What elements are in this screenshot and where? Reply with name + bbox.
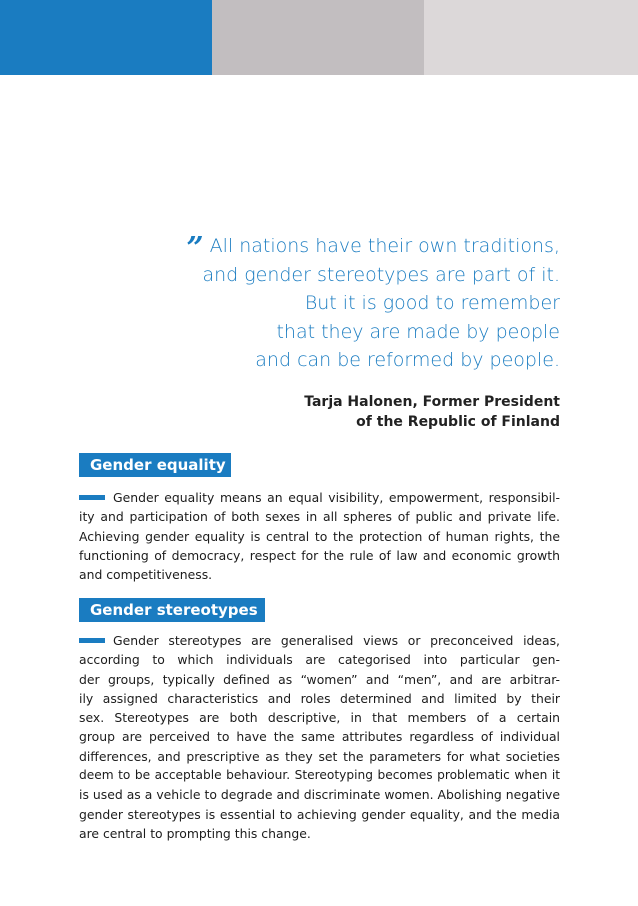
paragraph-line: functioning of democracy, respect for the rule of law and economic growth xyxy=(79,547,560,563)
paragraph-line: sex. Stereotypes are both descriptive, in that members of a certain xyxy=(79,710,560,726)
quote-line: and gender stereotypes are part of it. xyxy=(202,263,560,286)
paragraph-line: is used as a vehicle to degrade and discriminate women. Abolishing negative xyxy=(79,787,560,803)
quote-line: But it is good to remember xyxy=(304,292,560,315)
paragraph-text: Gender stereotypes are generalised views or preconceived ideas, xyxy=(113,633,560,648)
quotation-mark-icon: ” xyxy=(186,231,204,266)
paragraph-line: differences, and prescriptive as they set the parameters for what societies xyxy=(79,748,560,764)
paragraph-line: Achieving gender equality is central to the protection of human rights, the xyxy=(79,528,560,544)
section-heading-gender-equality: Gender equality xyxy=(79,453,231,477)
section-heading-gender-stereotypes: Gender stereotypes xyxy=(79,598,265,622)
paragraph-line: according to which individuals are categorised into particular gen- xyxy=(79,652,560,668)
paragraph-line: and competitiveness. xyxy=(79,567,213,583)
paragraph-line: ity and participation of both sexes in all spheres of public and private life. xyxy=(79,509,560,525)
attribution-line: of the Republic of Finland xyxy=(356,414,560,430)
paragraph-line: der groups, typically defined as “women” and “men”, and are arbitrar- xyxy=(79,671,560,687)
paragraph-text: Gender equality means an equal visibility, empowerment, responsibil- xyxy=(113,490,560,505)
quote-text: All nations have their own traditions, xyxy=(209,235,560,257)
header-bar-grey xyxy=(212,0,424,75)
paragraph-marker-icon xyxy=(79,495,105,500)
quote-line: and can be reformed by people. xyxy=(255,349,560,372)
paragraph-line: ily assigned characteristics and roles determined and limited by their xyxy=(79,690,560,706)
paragraph-line xyxy=(79,631,560,650)
paragraph-line: group are perceived to have the same attributes regardless of individual xyxy=(79,729,560,745)
header-bar-light-grey xyxy=(424,0,638,75)
quote-line xyxy=(150,231,560,266)
quote-attribution xyxy=(304,392,560,432)
attribution-line: Tarja Halonen, Former President xyxy=(304,394,560,410)
pull-quote xyxy=(150,232,560,375)
paragraph-line: deem to be acceptable behaviour. Stereotyping becomes problematic when it xyxy=(79,768,560,783)
paragraph-line xyxy=(79,488,560,507)
gender-equality-paragraph xyxy=(79,488,560,584)
paragraph-line: are central to prompting this change. xyxy=(79,825,311,841)
paragraph-line: gender stereotypes is essential to achieving gender equality, and the media xyxy=(79,806,560,822)
gender-stereotypes-paragraph xyxy=(79,631,560,843)
quote-line: that they are made by people xyxy=(276,320,560,343)
header-bar-blue xyxy=(0,0,212,75)
paragraph-marker-icon xyxy=(79,638,105,643)
